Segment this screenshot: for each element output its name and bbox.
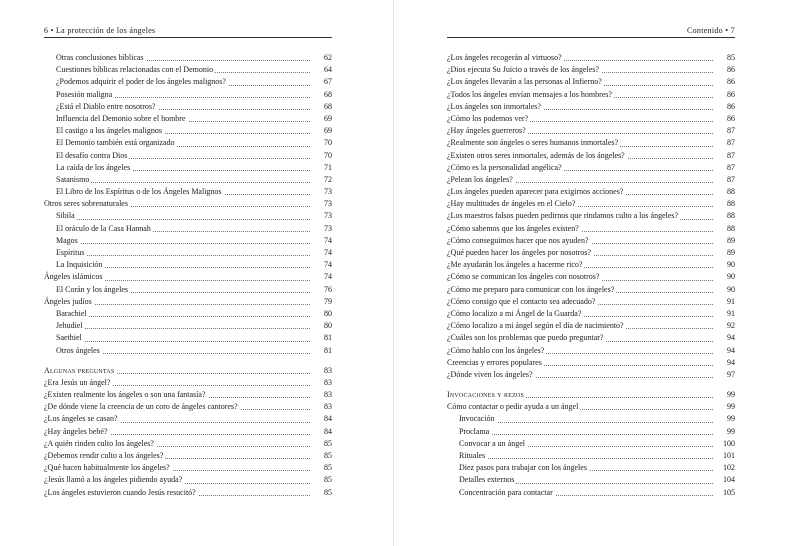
toc-entry[interactable] xyxy=(44,401,332,413)
toc-entry-title: Convocar a un ángel xyxy=(459,438,525,448)
toc-entry-title: ¿Qué hacen habitualmente los ángeles? xyxy=(44,463,170,473)
toc-page-number: 67 xyxy=(312,76,332,88)
toc-page-number: 86 xyxy=(715,89,735,101)
toc-page-number: 89 xyxy=(715,247,735,259)
toc-entry-title: Proclama xyxy=(459,426,490,436)
toc-entry[interactable] xyxy=(44,247,332,259)
toc-page-number: 83 xyxy=(312,401,332,413)
toc-page-number: 99 xyxy=(715,389,735,401)
toc-entry[interactable] xyxy=(447,125,735,137)
toc-entry[interactable] xyxy=(44,426,332,438)
toc-page-number: 81 xyxy=(312,345,332,357)
toc-entry-title: Cómo contactar o pedir ayuda a un ángel xyxy=(447,402,579,412)
toc-page-number: 79 xyxy=(312,296,332,308)
toc-entry[interactable] xyxy=(447,474,735,486)
toc-entry-title: Concentración para contactar xyxy=(459,487,553,497)
toc-entry-title: El castigo a los ángeles malignos xyxy=(56,126,162,136)
toc-page-number: 80 xyxy=(312,308,332,320)
toc-entry-title: Magos xyxy=(56,235,78,245)
toc-entry[interactable] xyxy=(44,64,332,76)
toc-entry[interactable] xyxy=(447,320,735,332)
toc-entry-title: La caída de los ángeles xyxy=(56,162,131,172)
toc-entry-title: Influencia del Demonio sobre el hombre xyxy=(56,113,186,123)
toc-page-number: 74 xyxy=(312,235,332,247)
toc-entry[interactable] xyxy=(447,426,735,438)
toc-page-number: 88 xyxy=(715,223,735,235)
toc-page-number: 73 xyxy=(312,210,332,222)
toc-entry[interactable] xyxy=(447,174,735,186)
dot-leader xyxy=(459,422,713,423)
dot-leader xyxy=(56,255,310,256)
toc-page-number: 83 xyxy=(312,389,332,401)
toc-entry[interactable] xyxy=(44,259,332,271)
toc-entry-title: Jehudiel xyxy=(56,321,83,331)
toc-entry-title: Barachiel xyxy=(56,308,87,318)
running-header-right: Contenido • 7 xyxy=(686,26,735,35)
toc-entry[interactable] xyxy=(44,113,332,125)
toc-entry[interactable] xyxy=(447,150,735,162)
toc-entry[interactable] xyxy=(447,487,735,499)
toc-page-number: 102 xyxy=(715,462,735,474)
toc-entry-title: ¿Existen realmente los ángeles o son una fantasía? xyxy=(44,390,206,400)
toc-entry[interactable] xyxy=(44,137,332,149)
toc-page-number: 81 xyxy=(312,332,332,344)
toc-page-number: 64 xyxy=(312,64,332,76)
toc-entry[interactable] xyxy=(44,487,332,499)
toc-page-number: 97 xyxy=(715,369,735,381)
toc-entry-title: El Libro de los Espíritus o de los Ángeles Malignos xyxy=(56,187,222,197)
toc-entry-title: ¿Los maestros falsos pueden pedirnos que rindamos culto a los ángeles? xyxy=(447,211,679,221)
toc-section-heading[interactable] xyxy=(44,365,332,377)
toc-page-number: 85 xyxy=(312,450,332,462)
toc-page-number: 72 xyxy=(312,174,332,186)
toc-entry-title: Otras conclusiones bíblicas xyxy=(56,53,144,62)
toc-entry[interactable] xyxy=(447,186,735,198)
header-rule xyxy=(44,37,332,38)
toc-entry[interactable] xyxy=(447,369,735,381)
toc-page-number: 62 xyxy=(312,52,332,64)
toc-page-number: 73 xyxy=(312,223,332,235)
toc-page-number: 91 xyxy=(715,308,735,320)
toc-entry-title: ¿Pelean los ángeles? xyxy=(447,174,513,184)
toc-entry-title: ¿Jesús llamó a los ángeles pidiendo ayuda? xyxy=(44,475,183,485)
toc-entry-title: Posesión maligna xyxy=(56,89,113,99)
dot-leader xyxy=(459,458,713,459)
toc-page-number: 87 xyxy=(715,137,735,149)
toc-entry[interactable] xyxy=(44,308,332,320)
toc-entry-title: ¿Realmente son ángeles o seres humanos inmortales? xyxy=(447,138,619,148)
toc-entry[interactable] xyxy=(44,320,332,332)
toc-entry[interactable] xyxy=(447,113,735,125)
toc-entry-title: ¿Cómo localizo a mi Ángel de la Guarda? xyxy=(447,308,582,318)
toc-entry[interactable] xyxy=(447,137,735,149)
toc-entry-title: ¿A quién rinden culto los ángeles? xyxy=(44,438,154,448)
toc-entry[interactable] xyxy=(447,308,735,320)
toc-page-number: 100 xyxy=(715,438,735,450)
toc-entry[interactable] xyxy=(447,89,735,101)
toc-entry-title: ¿Existen otros seres inmortales, además de los ángeles? xyxy=(447,150,625,160)
toc-entry-title: Algunas preguntas xyxy=(44,365,115,375)
toc-entry-title: ¿Cómo consigo que el contacto sea adecuado? xyxy=(447,296,596,306)
toc-page-number: 83 xyxy=(312,365,332,377)
toc-entry-title: Ángeles islámicos xyxy=(44,272,103,282)
toc-page-number: 74 xyxy=(312,271,332,283)
toc-page-number: 73 xyxy=(312,198,332,210)
dot-leader xyxy=(56,182,310,183)
section-gap xyxy=(447,381,735,389)
toc-entry[interactable] xyxy=(44,101,332,113)
toc-entry-title: ¿Qué pueden hacer los ángeles por nosotros? xyxy=(447,248,591,257)
toc-entry[interactable] xyxy=(447,357,735,369)
toc-page-number: 101 xyxy=(715,450,735,462)
toc-entry[interactable] xyxy=(447,401,735,413)
toc-entry-title: La Inquisición xyxy=(56,260,103,270)
toc-entry[interactable] xyxy=(44,345,332,357)
toc-entry[interactable] xyxy=(447,101,735,113)
dot-leader xyxy=(56,341,310,342)
toc-entry-title: ¿De dónde viene la creencia de un coro de ángeles cantores? xyxy=(44,402,238,412)
toc-entry-title: ¿Hay ángeles guerreros? xyxy=(447,126,526,136)
toc-entry[interactable] xyxy=(44,150,332,162)
toc-entry[interactable] xyxy=(44,332,332,344)
toc-entry[interactable] xyxy=(447,450,735,462)
toc-entry[interactable] xyxy=(44,413,332,425)
toc-entry[interactable] xyxy=(44,125,332,137)
toc-page-number: 91 xyxy=(715,296,735,308)
toc-page-number: 85 xyxy=(312,462,332,474)
toc-entry[interactable] xyxy=(44,235,332,247)
toc-entry-title: ¿Cómo conseguimos hacer que nos ayuden? xyxy=(447,235,589,245)
toc-page-number: 90 xyxy=(715,284,735,296)
toc-entry-title: Rituales xyxy=(459,451,486,460)
toc-page-number: 87 xyxy=(715,174,735,186)
toc-entry[interactable] xyxy=(447,271,735,283)
dot-leader xyxy=(56,243,310,244)
toc-entry-title: ¿Cómo los podemos ver? xyxy=(447,113,529,123)
running-header-left: 6 • La protección de los ángeles xyxy=(44,26,156,35)
toc-entry[interactable] xyxy=(447,413,735,425)
toc-entry[interactable] xyxy=(447,52,735,64)
toc-entry-title: Satanismo xyxy=(56,174,90,184)
toc-entry-title: ¿Hay multitudes de ángeles en el Cielo? xyxy=(447,199,576,209)
toc-entry[interactable] xyxy=(44,89,332,101)
toc-page-number: 94 xyxy=(715,332,735,344)
toc-page-number: 85 xyxy=(715,52,735,64)
toc-entry-title: Otros seres sobrenaturales xyxy=(44,199,128,209)
section-gap xyxy=(44,357,332,365)
toc-page-number: 105 xyxy=(715,487,735,499)
toc-entry[interactable] xyxy=(44,76,332,88)
toc-entry[interactable] xyxy=(447,296,735,308)
toc-page-number: 104 xyxy=(715,474,735,486)
toc-page-number: 94 xyxy=(715,357,735,369)
toc-page-number: 70 xyxy=(312,150,332,162)
toc-page-number: 69 xyxy=(312,113,332,125)
dot-leader xyxy=(56,328,310,329)
toc-entry[interactable] xyxy=(447,210,735,222)
toc-entry[interactable] xyxy=(447,235,735,247)
toc-page-number: 90 xyxy=(715,259,735,271)
toc-entry[interactable] xyxy=(44,450,332,462)
toc-page-number: 86 xyxy=(715,113,735,125)
toc-page-number: 86 xyxy=(715,76,735,88)
toc-entry-title: ¿Debemos rendir culto a los ángeles? xyxy=(44,451,164,460)
toc-page-number: 99 xyxy=(715,426,735,438)
toc-entry-title: Cuestiones bíblicas relacionadas con el Demonio xyxy=(56,65,214,75)
toc-entry-title: Invocación xyxy=(459,414,495,424)
toc-entry-title: ¿Dios ejecuta Su Juicio a través de los ángeles? xyxy=(447,65,599,75)
toc-entry[interactable] xyxy=(44,223,332,235)
table-of-contents-left xyxy=(44,52,332,499)
dot-leader xyxy=(56,219,310,220)
toc-page-number: 87 xyxy=(715,150,735,162)
right-page xyxy=(394,0,788,546)
toc-page-number: 68 xyxy=(312,101,332,113)
toc-entry-title: Detalles externos xyxy=(459,475,515,485)
toc-entry-title: ¿Cómo me preparo para comunicar con los ángeles? xyxy=(447,284,615,294)
toc-page-number: 87 xyxy=(715,162,735,174)
toc-page-number: 86 xyxy=(715,64,735,76)
toc-entry-title: ¿Cuáles son los problemas que puedo preguntar? xyxy=(447,333,604,343)
toc-page-number: 83 xyxy=(312,377,332,389)
toc-entry-title: ¿Está el Diablo entre nosotros? xyxy=(56,101,156,111)
toc-entry-title: Ángeles judíos xyxy=(44,296,92,306)
toc-page-number: 90 xyxy=(715,271,735,283)
toc-page-number: 99 xyxy=(715,413,735,425)
toc-page-number: 68 xyxy=(312,89,332,101)
toc-entry-title: El desafío contra Dios xyxy=(56,150,128,160)
toc-page-number: 69 xyxy=(312,125,332,137)
toc-page-number: 86 xyxy=(715,101,735,113)
toc-entry-title: ¿Cómo es la personalidad angélica? xyxy=(447,162,562,172)
toc-entry-title: Espíritus xyxy=(56,248,85,257)
toc-entry-title: Diez pasos para trabajar con los ángeles xyxy=(459,463,587,473)
toc-page-number: 89 xyxy=(715,235,735,247)
toc-page-number: 84 xyxy=(312,413,332,425)
toc-entry-title: Otros ángeles xyxy=(56,345,100,355)
toc-entry[interactable] xyxy=(447,247,735,259)
toc-entry[interactable] xyxy=(447,345,735,357)
toc-page-number: 85 xyxy=(312,438,332,450)
toc-entry[interactable] xyxy=(44,210,332,222)
toc-entry[interactable] xyxy=(447,462,735,474)
toc-entry[interactable] xyxy=(447,198,735,210)
toc-entry-title: ¿Dónde viven los ángeles? xyxy=(447,369,533,379)
toc-entry[interactable] xyxy=(447,223,735,235)
toc-entry[interactable] xyxy=(447,332,735,344)
toc-page-number: 85 xyxy=(312,474,332,486)
toc-entry[interactable] xyxy=(447,259,735,271)
toc-entry-title: ¿Los ángeles son inmortales? xyxy=(447,101,541,111)
header-rule xyxy=(447,37,735,38)
toc-entry-title: El Corán y los ángeles xyxy=(56,284,128,294)
toc-section-heading[interactable] xyxy=(447,389,735,401)
toc-entry[interactable] xyxy=(44,162,332,174)
dot-leader xyxy=(459,434,713,435)
toc-entry-title: ¿Todos los ángeles envían mensajes a los hombres? xyxy=(447,89,612,99)
toc-page-number: 76 xyxy=(312,284,332,296)
toc-entry-title: ¿Cómo sabemos que los ángeles existen? xyxy=(447,223,579,233)
table-of-contents-right xyxy=(447,52,735,499)
toc-entry[interactable] xyxy=(44,52,332,64)
toc-entry[interactable] xyxy=(44,462,332,474)
toc-entry[interactable] xyxy=(447,438,735,450)
toc-entry[interactable] xyxy=(44,174,332,186)
toc-entry[interactable] xyxy=(44,438,332,450)
toc-page-number: 71 xyxy=(312,162,332,174)
toc-entry-title: ¿Cómo localizo a mi ángel según el día de nacimiento? xyxy=(447,321,624,331)
toc-entry-title: ¿Los ángeles recogerán al virtuoso? xyxy=(447,53,562,62)
toc-page-number: 92 xyxy=(715,320,735,332)
toc-entry-title: Sibila xyxy=(56,211,75,221)
toc-entry[interactable] xyxy=(44,198,332,210)
toc-entry[interactable] xyxy=(447,76,735,88)
toc-entry-title: ¿Los ángeles estuvieron cuando Jesús resucitó? xyxy=(44,487,196,497)
toc-entry-title: ¿Los ángeles pueden aparecer para exigirnos acciones? xyxy=(447,187,624,197)
toc-entry-title: Creencias y errores populares xyxy=(447,357,542,367)
toc-entry[interactable] xyxy=(447,162,735,174)
toc-entry-title: ¿Me ayudarán los ángeles a hacerme rico? xyxy=(447,260,583,270)
toc-entry[interactable] xyxy=(44,377,332,389)
toc-page-number: 74 xyxy=(312,247,332,259)
toc-page-number: 87 xyxy=(715,125,735,137)
toc-entry[interactable] xyxy=(44,271,332,283)
toc-entry-title: ¿Los ángeles se casan? xyxy=(44,414,118,424)
toc-entry[interactable] xyxy=(44,284,332,296)
toc-entry[interactable] xyxy=(44,389,332,401)
toc-entry-title: ¿Podemos adquirir el poder de los ángeles malignos? xyxy=(56,77,226,87)
toc-page-number: 94 xyxy=(715,345,735,357)
toc-page-number: 70 xyxy=(312,137,332,149)
toc-entry[interactable] xyxy=(44,296,332,308)
toc-entry[interactable] xyxy=(447,64,735,76)
toc-entry[interactable] xyxy=(44,186,332,198)
toc-page-number: 73 xyxy=(312,186,332,198)
toc-entry[interactable] xyxy=(44,474,332,486)
toc-entry[interactable] xyxy=(447,284,735,296)
toc-page-number: 88 xyxy=(715,210,735,222)
toc-page-number: 80 xyxy=(312,320,332,332)
toc-page-number: 74 xyxy=(312,259,332,271)
toc-entry-title: ¿Los ángeles llevarán a las personas al Infierno? xyxy=(447,77,602,87)
toc-entry-title: ¿Cómo se comunican los ángeles con nosotros? xyxy=(447,272,600,282)
toc-page-number: 88 xyxy=(715,186,735,198)
toc-entry-title: ¿Hay ángeles bebé? xyxy=(44,426,108,436)
toc-entry-title: El oráculo de la Casa Hannah xyxy=(56,223,151,233)
toc-entry-title: El Demonio también está organizado xyxy=(56,138,175,148)
toc-entry-title: ¿Era Jesús un ángel? xyxy=(44,377,111,387)
toc-page-number: 88 xyxy=(715,198,735,210)
toc-page-number: 99 xyxy=(715,401,735,413)
toc-entry-title: ¿Cómo hablo con los ángeles? xyxy=(447,345,545,355)
toc-entry-title: Saethiel xyxy=(56,333,82,343)
toc-page-number: 85 xyxy=(312,487,332,499)
toc-page-number: 84 xyxy=(312,426,332,438)
dot-leader xyxy=(56,316,310,317)
toc-entry-title: Invocaciones y rezos xyxy=(447,390,525,400)
